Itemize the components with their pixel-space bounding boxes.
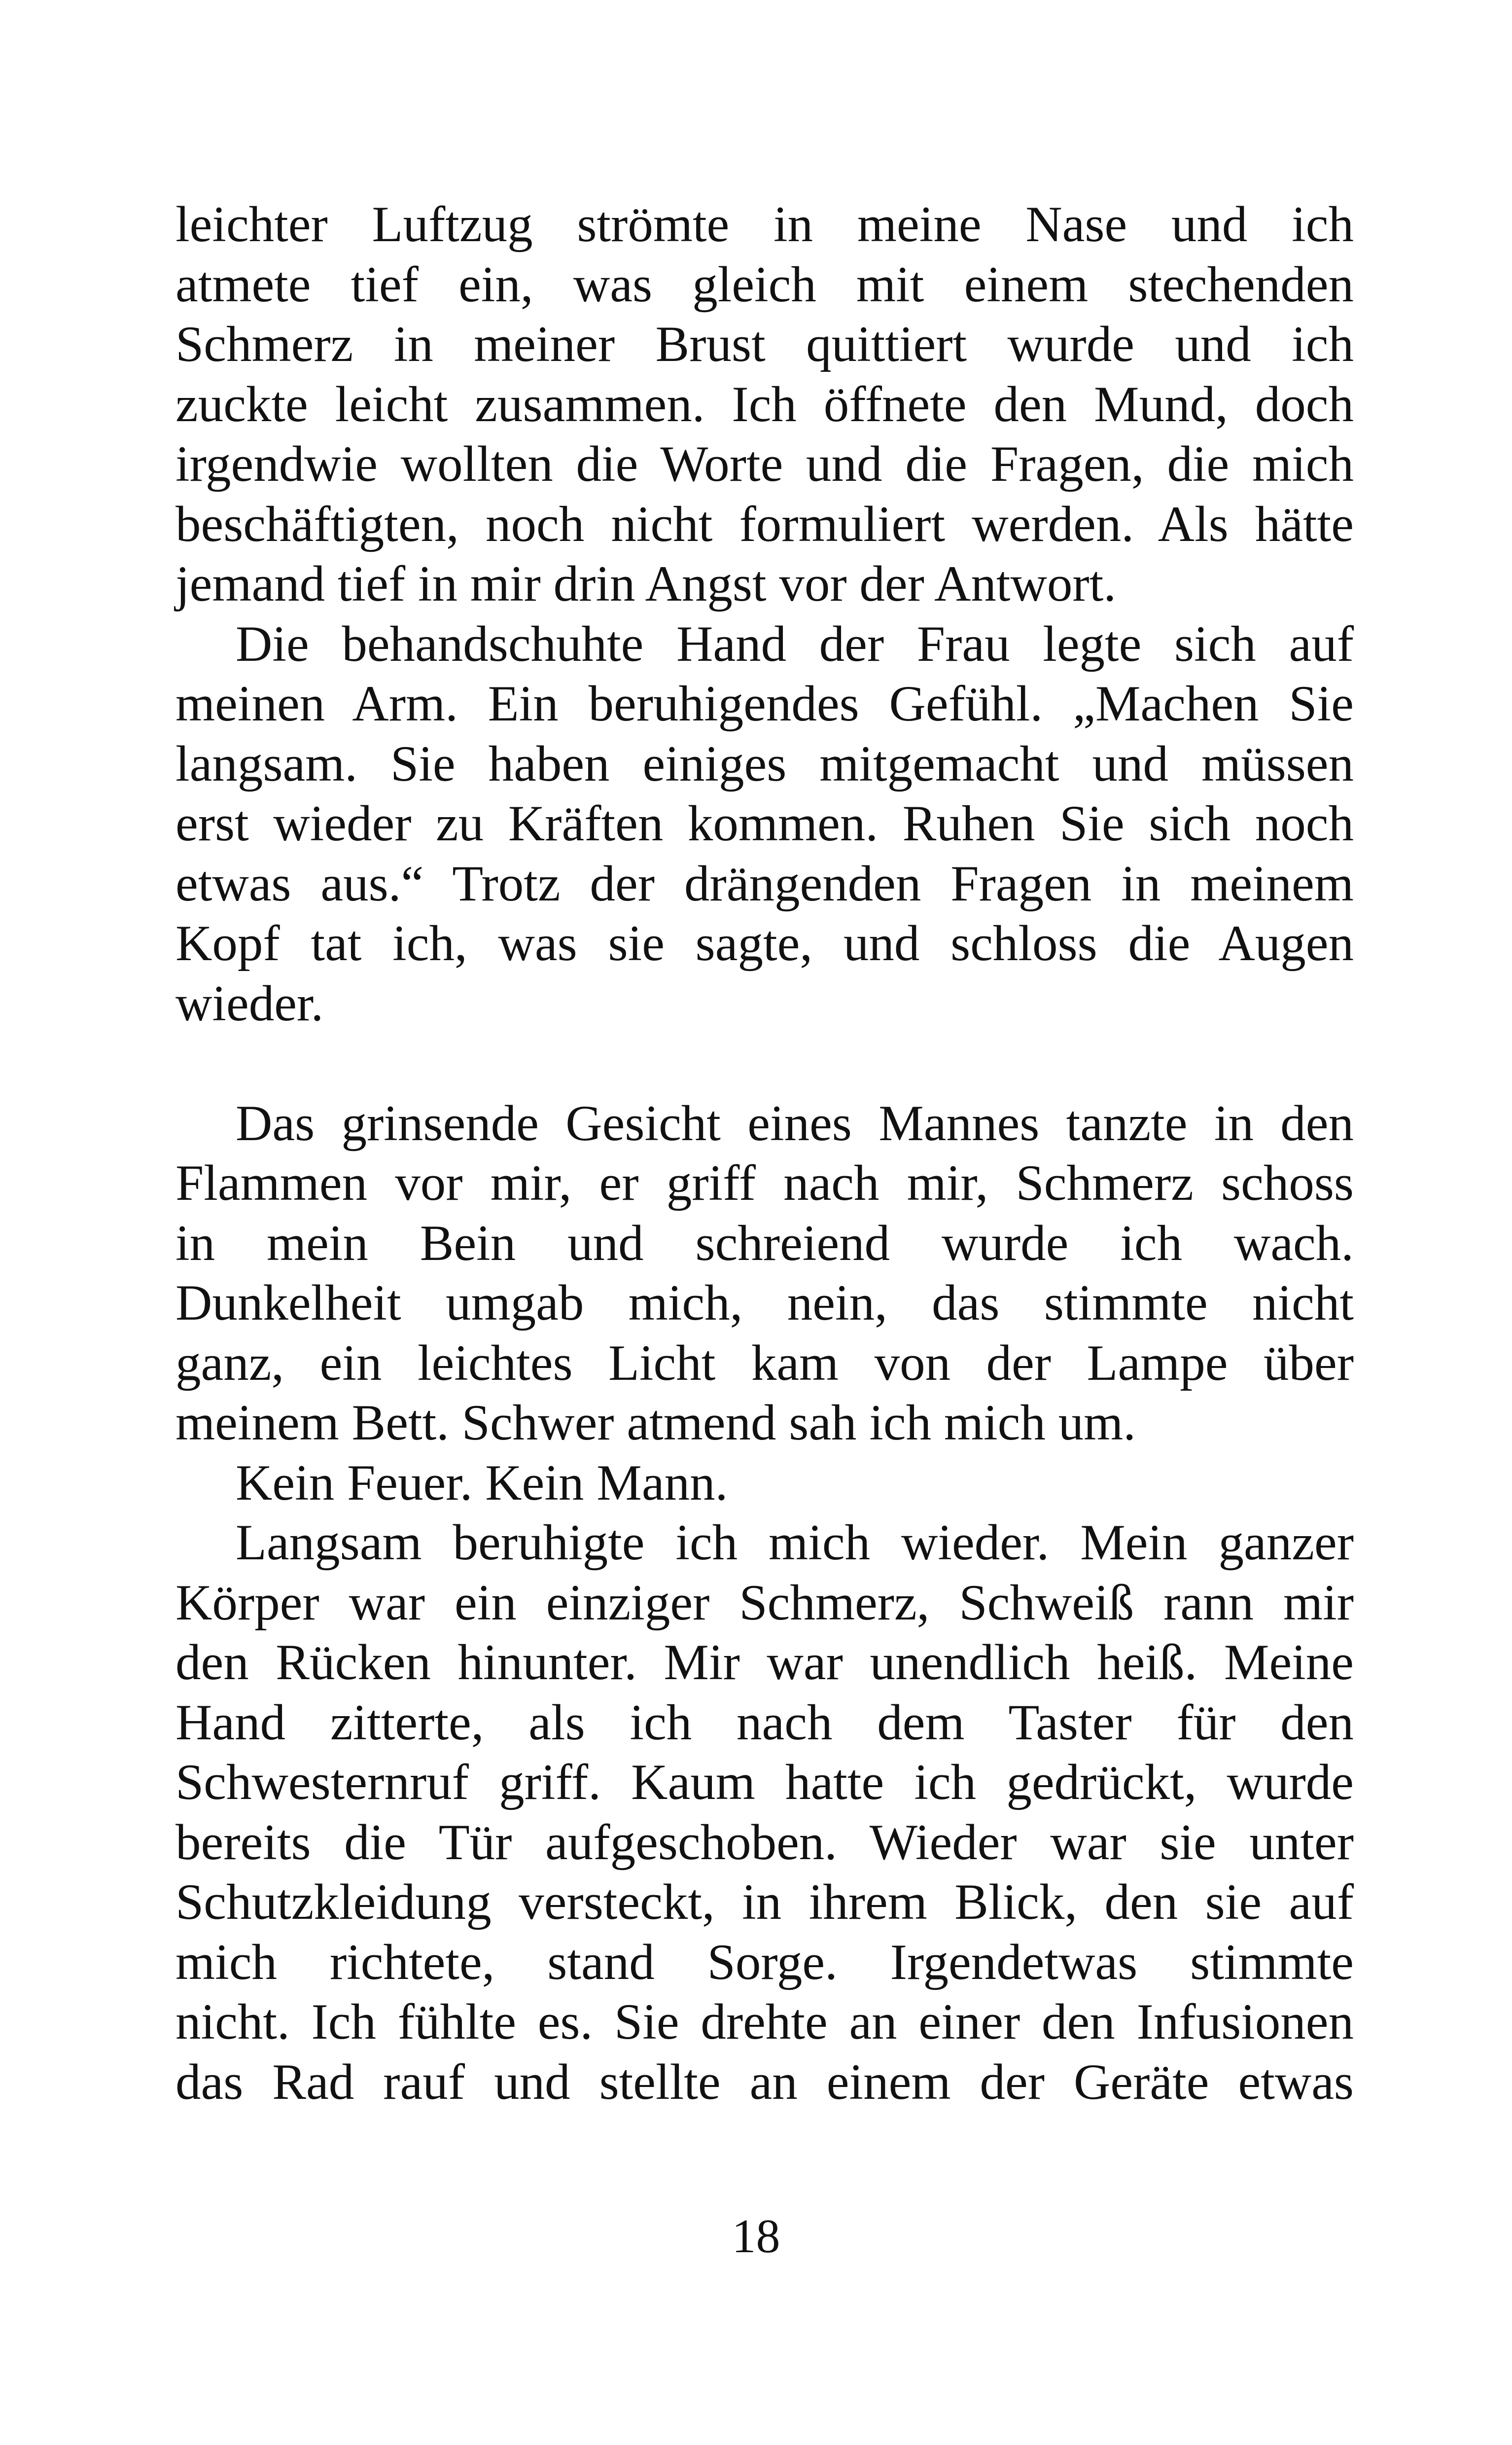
text-line: Flammen vor mir, er griff nach mir, Schmerz schoss [176,1155,1354,1211]
paragraph [176,1094,1354,1453]
paragraph [176,614,1354,1034]
text-line: Dunkelheit umgab mich, nein, das stimmte nicht [176,1275,1354,1331]
text-line: ganz, ein leichtes Licht kam von der Lampe über [176,1334,1354,1391]
text-line: zuckte leicht zusammen. Ich öffnete den Mund, doch [176,376,1354,432]
text-line: Langsam beruhigte ich mich wieder. Mein ganzer [236,1514,1354,1571]
paragraph [176,1513,1354,2112]
paragraph [176,195,1354,614]
text-line: Kopf tat ich, was sie sagte, und schloss die Augen [176,915,1354,971]
body-text [176,195,1354,2112]
text-line: etwas aus.“ Trotz der drängenden Fragen in meinem [176,855,1354,912]
text-line: Schmerz in meiner Brust quittiert wurde und ich [176,316,1354,372]
text-line: Die behandschuhte Hand der Frau legte sich auf [236,615,1354,672]
text-line: meinen Arm. Ein beruhigendes Gefühl. „Machen Sie [176,676,1354,732]
text-line: das Rad rauf und stellte an einem der Geräte etwas [176,2053,1354,2110]
text-line: irgendwie wollten die Worte und die Fragen, die mich [176,436,1354,492]
text-line: Hand zitterte, als ich nach dem Taster für den [176,1694,1354,1751]
text-line: mich richtete, stand Sorge. Irgendetwas stimmte [176,1934,1354,1990]
text-line: Schwesternruf griff. Kaum hatte ich gedrückt, wurde [176,1754,1354,1810]
text-line: Schutzkleidung versteckt, in ihrem Blick, den sie auf [176,1874,1354,1930]
text-line: Kein Feuer. Kein Mann. [236,1454,728,1511]
text-line: wieder. [176,975,324,1032]
text-line: den Rücken hinunter. Mir war unendlich heiß. Meine [176,1634,1354,1690]
text-line: Das grinsende Gesicht eines Mannes tanzte in den [236,1095,1354,1151]
text-line: langsam. Sie haben einiges mitgemacht und müssen [176,735,1354,792]
text-line: atmete tief ein, was gleich mit einem stechenden [176,256,1354,313]
page-number: 18 [732,2210,780,2263]
text-line: in mein Bein und schreiend wurde ich wach. [176,1215,1354,1271]
text-line: leichter Luftzug strömte in meine Nase und ich [176,196,1354,252]
paragraph-gap [176,1034,1354,1094]
text-line: nicht. Ich fühlte es. Sie drehte an einer den Infusionen [176,1994,1354,2050]
text-line: meinem Bett. Schwer atmend sah ich mich um. [176,1395,1136,1451]
text-line: Körper war ein einziger Schmerz, Schweiß rann mir [176,1574,1354,1631]
text-line: beschäftigten, noch nicht formuliert werden. Als hätte [176,496,1354,552]
text-line: bereits die Tür aufgeschoben. Wieder war sie unter [176,1814,1354,1870]
text-line: jemand tief in mir drin Angst vor der Antwort. [176,556,1117,612]
paragraph [176,1453,1354,1513]
text-line: erst wieder zu Kräften kommen. Ruhen Sie sich noch [176,795,1354,852]
